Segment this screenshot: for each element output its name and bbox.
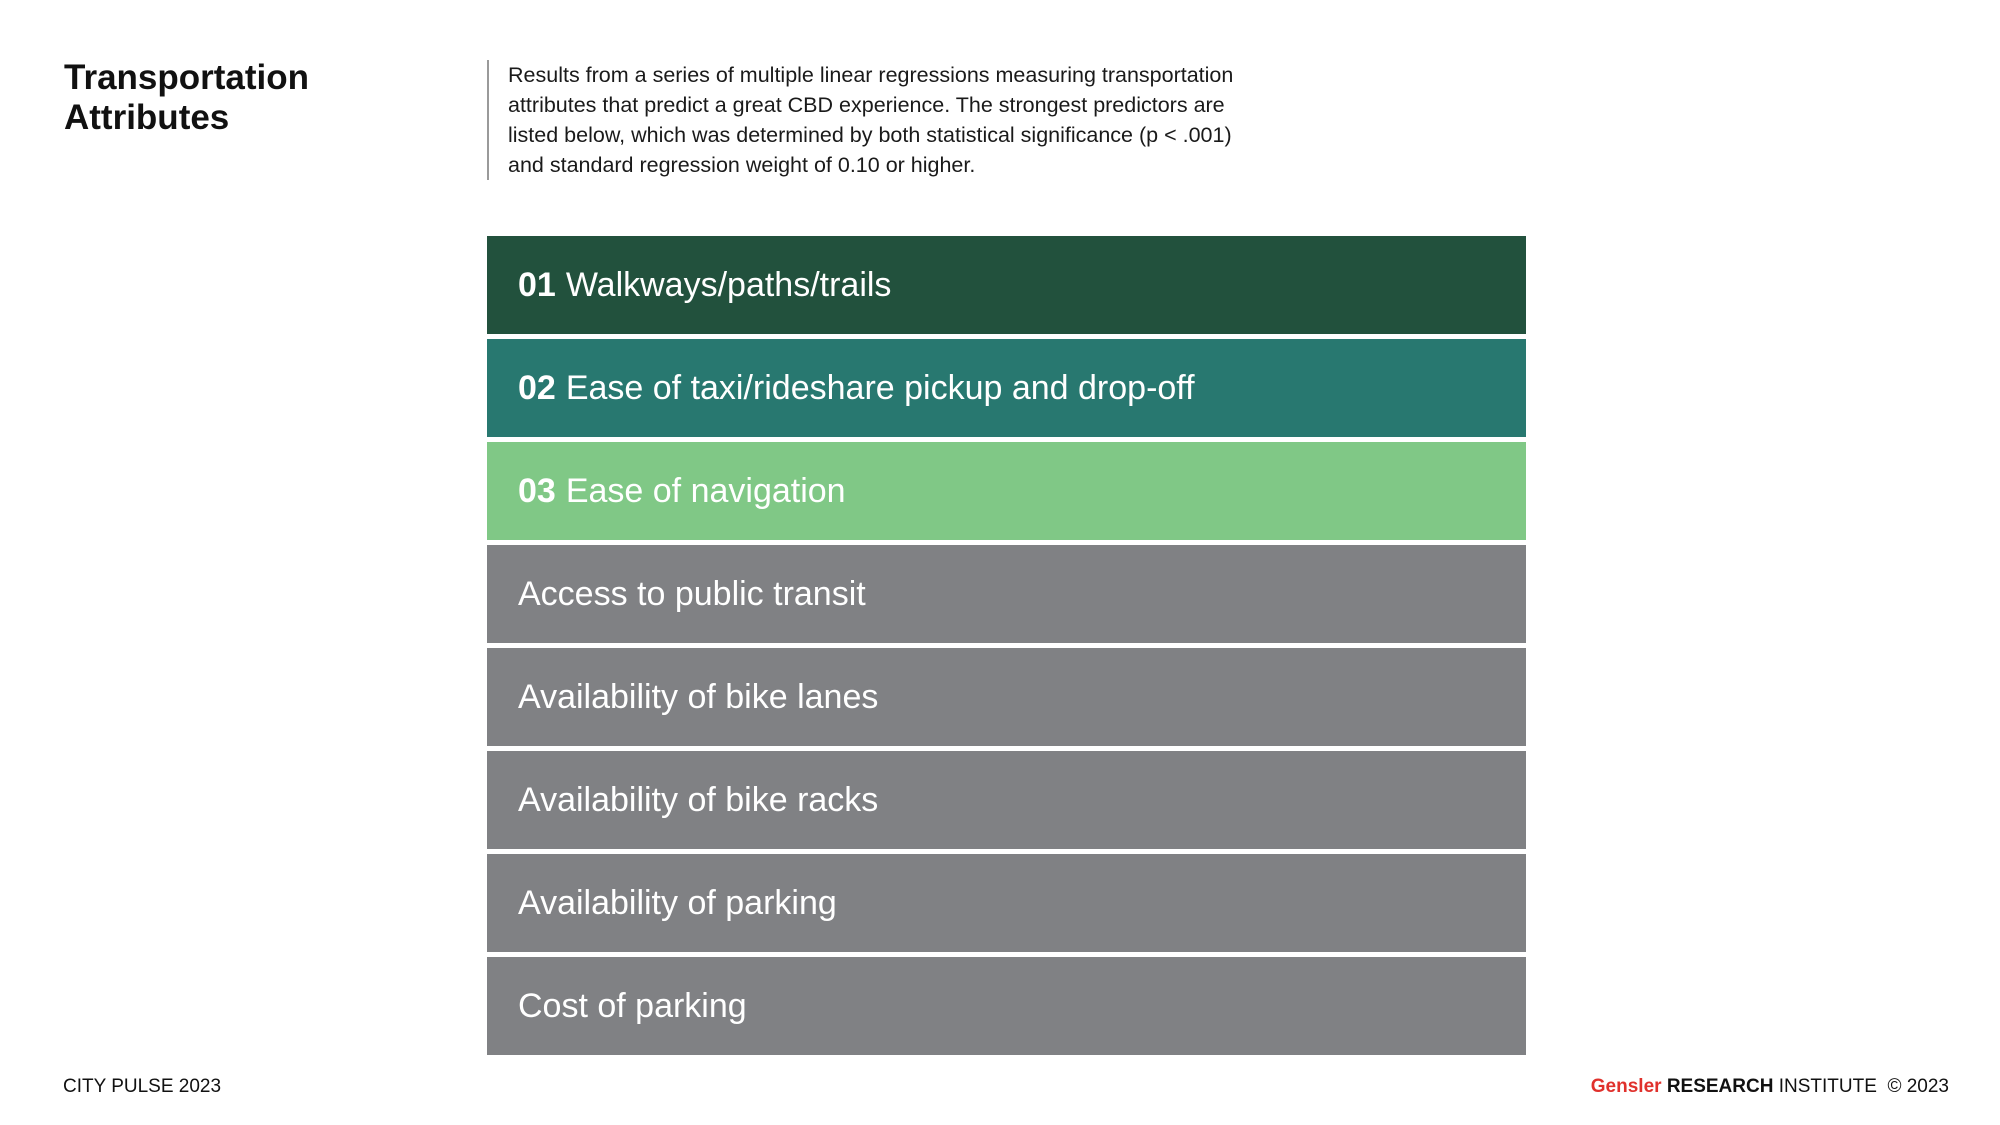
attribute-label: Ease of navigation	[565, 471, 846, 510]
attribute-row-4	[487, 545, 1526, 643]
page-title	[64, 58, 444, 138]
copyright-label: © 2023	[1887, 1076, 1949, 1097]
attribute-list	[487, 236, 1526, 1060]
intro-text: Results from a series of multiple linear regressions measuring transportation attributes that predict a great CBD experience. The strongest predictors are listed below, which was determined by both statistical significance (p < .001) and standard regression weight of 0.10 or higher.	[487, 60, 1267, 180]
attribute-number: 01	[518, 265, 556, 304]
institute-label: INSTITUTE	[1778, 1076, 1877, 1097]
attribute-label: Cost of parking	[518, 986, 747, 1025]
attribute-row-1	[487, 236, 1526, 334]
research-label: RESEARCH	[1666, 1076, 1774, 1097]
footer-credit	[1591, 1076, 1949, 1098]
attribute-label: Ease of taxi/rideshare pickup and drop-off	[565, 368, 1195, 407]
page-title-line-1: Transportation	[64, 58, 310, 97]
attribute-number: 02	[518, 368, 556, 407]
attribute-label: Access to public transit	[518, 574, 866, 613]
attribute-row-3	[487, 442, 1526, 540]
attribute-label: Availability of bike racks	[518, 780, 879, 819]
page-title-line-2: Attributes	[64, 98, 230, 137]
attribute-label: Availability of parking	[518, 883, 837, 922]
attribute-number: 03	[518, 471, 556, 510]
footer-publication: CITY PULSE 2023	[63, 1076, 222, 1097]
attribute-row-7	[487, 854, 1526, 952]
attribute-row-2	[487, 339, 1526, 437]
attribute-row-5	[487, 648, 1526, 746]
brand-logo-text: Gensler	[1590, 1076, 1662, 1097]
attribute-row-6	[487, 751, 1526, 849]
attribute-label: Availability of bike lanes	[518, 677, 879, 716]
attribute-label: Walkways/paths/trails	[565, 265, 892, 304]
attribute-row-8	[487, 957, 1526, 1055]
